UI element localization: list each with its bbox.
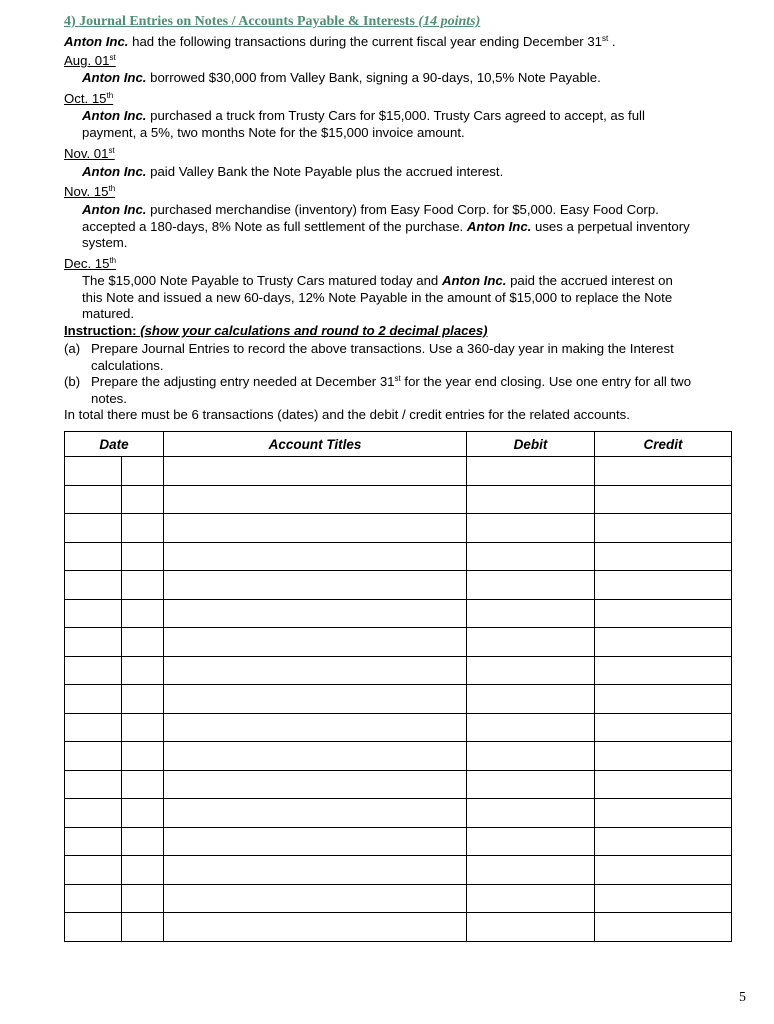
transaction-dec-line2: this Note and issued a new 60-days, 12% Note Payable in the amount of $15,000 to replace the Note <box>82 290 673 305</box>
account-title-cell[interactable] <box>164 457 467 486</box>
date-month-cell[interactable] <box>65 856 122 885</box>
account-title-cell[interactable] <box>164 913 467 942</box>
table-row <box>65 713 732 742</box>
account-title-cell[interactable] <box>164 827 467 856</box>
transaction-nov1-line1 <box>82 164 503 180</box>
date-day-cell[interactable] <box>122 628 164 657</box>
transaction-text: purchased merchandise (inventory) from Easy Food Corp. for $5,000. Easy Food Corp. <box>146 202 659 217</box>
journal-body <box>65 457 732 942</box>
account-title-cell[interactable] <box>164 542 467 571</box>
date-month-cell[interactable] <box>65 884 122 913</box>
table-row <box>65 599 732 628</box>
transaction-text: The $15,000 Note Payable to Trusty Cars matured today and <box>82 273 442 288</box>
debit-cell[interactable] <box>467 884 595 913</box>
company-name: Anton Inc. <box>82 164 147 179</box>
credit-cell[interactable] <box>595 656 732 685</box>
journal-entry-table <box>64 431 732 942</box>
credit-cell[interactable] <box>595 571 732 600</box>
credit-cell[interactable] <box>595 884 732 913</box>
instruction-note: (show your calculations and round to 2 decimal places) <box>140 323 488 338</box>
credit-cell[interactable] <box>595 514 732 543</box>
account-title-cell[interactable] <box>164 485 467 514</box>
instruction-b-line1 <box>91 374 691 390</box>
credit-cell[interactable] <box>595 457 732 486</box>
table-row <box>65 457 732 486</box>
date-aug-01 <box>64 53 116 69</box>
date-month-cell[interactable] <box>65 742 122 771</box>
date-day-cell[interactable] <box>122 770 164 799</box>
credit-cell[interactable] <box>595 742 732 771</box>
date-day-cell[interactable] <box>122 542 164 571</box>
date-sup: st <box>109 53 116 62</box>
date-month-cell[interactable] <box>65 913 122 942</box>
date-month-cell[interactable] <box>65 599 122 628</box>
account-title-cell[interactable] <box>164 742 467 771</box>
date-day-cell[interactable] <box>122 685 164 714</box>
account-title-cell[interactable] <box>164 713 467 742</box>
table-row <box>65 685 732 714</box>
date-day-cell[interactable] <box>122 485 164 514</box>
instruction-a-line1: Prepare Journal Entries to record the above transactions. Use a 360-day year in making the Interest <box>91 341 674 356</box>
instruction-sup: st <box>394 374 401 383</box>
date-day-cell[interactable] <box>122 571 164 600</box>
date-day-cell[interactable] <box>122 713 164 742</box>
date-day-cell[interactable] <box>122 514 164 543</box>
date-month-cell[interactable] <box>65 485 122 514</box>
account-title-cell[interactable] <box>164 599 467 628</box>
account-title-cell[interactable] <box>164 628 467 657</box>
debit-cell[interactable] <box>467 485 595 514</box>
date-text: Nov. 15 <box>64 184 109 199</box>
instruction-total: In total there must be 6 transactions (dates) and the debit / credit entries for the related accounts. <box>64 407 630 422</box>
table-row <box>65 628 732 657</box>
section-title-text: 4) Journal Entries on Notes / Accounts Payable & Interests <box>64 14 415 29</box>
date-text: Dec. 15 <box>64 256 110 271</box>
date-oct-15 <box>64 91 113 107</box>
date-text: Nov. 01 <box>64 146 109 161</box>
credit-cell[interactable] <box>595 685 732 714</box>
table-row <box>65 884 732 913</box>
debit-cell[interactable] <box>467 571 595 600</box>
debit-cell[interactable] <box>467 656 595 685</box>
date-month-cell[interactable] <box>65 799 122 828</box>
date-day-cell[interactable] <box>122 742 164 771</box>
transaction-text: purchased a truck from Trusty Cars for $15,000. Trusty Cars agreed to accept, as full <box>146 108 645 123</box>
intro-line <box>64 34 616 50</box>
date-day-cell[interactable] <box>122 457 164 486</box>
section-points: (14 points) <box>418 14 481 29</box>
debit-cell[interactable] <box>467 713 595 742</box>
date-month-cell[interactable] <box>65 713 122 742</box>
account-title-cell[interactable] <box>164 656 467 685</box>
date-dec-15 <box>64 256 116 272</box>
instruction-a-marker: (a) <box>64 341 81 356</box>
account-title-cell[interactable] <box>164 799 467 828</box>
debit-cell[interactable] <box>467 514 595 543</box>
credit-cell[interactable] <box>595 799 732 828</box>
credit-cell[interactable] <box>595 770 732 799</box>
company-name: Anton Inc. <box>64 34 129 49</box>
transaction-dec-line3: matured. <box>82 306 135 321</box>
debit-cell[interactable] <box>467 827 595 856</box>
debit-cell[interactable] <box>467 628 595 657</box>
intro-end: . <box>608 34 616 49</box>
date-day-cell[interactable] <box>122 656 164 685</box>
table-row <box>65 571 732 600</box>
header-date: Date <box>65 432 164 457</box>
date-sup: th <box>108 184 116 193</box>
credit-cell[interactable] <box>595 856 732 885</box>
instruction-b-marker: (b) <box>64 374 81 389</box>
table-header-row <box>65 432 732 457</box>
credit-cell[interactable] <box>595 485 732 514</box>
account-title-cell[interactable] <box>164 770 467 799</box>
table-row <box>65 485 732 514</box>
instruction-heading <box>64 323 488 339</box>
date-day-cell[interactable] <box>122 827 164 856</box>
table-row <box>65 542 732 571</box>
date-text: Aug. 01 <box>64 53 110 68</box>
transaction-nov15-line1 <box>82 202 659 218</box>
debit-cell[interactable] <box>467 457 595 486</box>
account-title-cell[interactable] <box>164 571 467 600</box>
date-month-cell[interactable] <box>65 542 122 571</box>
instruction-b-line2: notes. <box>91 391 127 406</box>
date-sup: th <box>109 256 117 265</box>
section-title <box>64 14 480 30</box>
table-row <box>65 827 732 856</box>
header-account-titles: Account Titles <box>164 432 467 457</box>
transaction-text: paid Valley Bank the Note Payable plus the accrued interest. <box>146 164 504 179</box>
transaction-text: borrowed $30,000 from Valley Bank, signing a 90-days, 10,5% Note Payable. <box>146 70 601 85</box>
date-month-cell[interactable] <box>65 628 122 657</box>
account-title-cell[interactable] <box>164 884 467 913</box>
table-row <box>65 742 732 771</box>
instruction-a-line2: calculations. <box>91 358 164 373</box>
debit-cell[interactable] <box>467 599 595 628</box>
transaction-text: accepted a 180-days, 8% Note as full settlement of the purchase. <box>82 219 467 234</box>
table-row <box>65 656 732 685</box>
date-nov-15 <box>64 184 115 200</box>
date-month-cell[interactable] <box>65 571 122 600</box>
debit-cell[interactable] <box>467 856 595 885</box>
date-sup: st <box>108 146 115 155</box>
instruction-text: Prepare the adjusting entry needed at December 31 <box>91 374 395 389</box>
credit-cell[interactable] <box>595 599 732 628</box>
transaction-aug-line1 <box>82 70 601 86</box>
company-name: Anton Inc. <box>466 219 532 234</box>
instruction-text: for the year end closing. Use one entry for all two <box>400 374 692 389</box>
transaction-oct-line2: payment, a 5%, two months Note for the $15,000 invoice amount. <box>82 125 465 140</box>
transaction-dec-line1 <box>82 273 673 289</box>
transaction-nov15-line3: system. <box>82 235 128 250</box>
date-month-cell[interactable] <box>65 685 122 714</box>
account-title-cell[interactable] <box>164 856 467 885</box>
debit-cell[interactable] <box>467 542 595 571</box>
intro-text: had the following transactions during the current fiscal year ending December 31 <box>128 34 603 49</box>
credit-cell[interactable] <box>595 542 732 571</box>
date-day-cell[interactable] <box>122 913 164 942</box>
date-sup: th <box>106 91 114 100</box>
credit-cell[interactable] <box>595 628 732 657</box>
company-name: Anton Inc. <box>82 108 147 123</box>
header-credit: Credit <box>595 432 732 457</box>
company-name: Anton Inc. <box>82 70 147 85</box>
table-row <box>65 514 732 543</box>
date-month-cell[interactable] <box>65 457 122 486</box>
date-day-cell[interactable] <box>122 884 164 913</box>
date-text: Oct. 15 <box>64 91 107 106</box>
credit-cell[interactable] <box>595 913 732 942</box>
instruction-label: Instruction: <box>64 323 141 338</box>
date-day-cell[interactable] <box>122 599 164 628</box>
credit-cell[interactable] <box>595 827 732 856</box>
account-title-cell[interactable] <box>164 514 467 543</box>
credit-cell[interactable] <box>595 713 732 742</box>
date-day-cell[interactable] <box>122 856 164 885</box>
account-title-cell[interactable] <box>164 685 467 714</box>
table-row <box>65 770 732 799</box>
intro-sup: st <box>602 34 609 43</box>
date-month-cell[interactable] <box>65 514 122 543</box>
date-month-cell[interactable] <box>65 827 122 856</box>
company-name: Anton Inc. <box>82 202 147 217</box>
table-row <box>65 856 732 885</box>
debit-cell[interactable] <box>467 770 595 799</box>
date-month-cell[interactable] <box>65 656 122 685</box>
transaction-text: uses a perpetual inventory <box>531 219 690 234</box>
company-name: Anton Inc. <box>441 273 507 288</box>
debit-cell[interactable] <box>467 742 595 771</box>
date-nov-01 <box>64 146 115 162</box>
transaction-nov15-line2 <box>82 219 690 235</box>
debit-cell[interactable] <box>467 685 595 714</box>
date-month-cell[interactable] <box>65 770 122 799</box>
date-day-cell[interactable] <box>122 799 164 828</box>
transaction-text: paid the accrued interest on <box>506 273 673 288</box>
header-debit: Debit <box>467 432 595 457</box>
table-row <box>65 799 732 828</box>
transaction-oct-line1 <box>82 108 645 124</box>
debit-cell[interactable] <box>467 913 595 942</box>
debit-cell[interactable] <box>467 799 595 828</box>
page-number: 5 <box>739 990 746 1005</box>
table-row <box>65 913 732 942</box>
